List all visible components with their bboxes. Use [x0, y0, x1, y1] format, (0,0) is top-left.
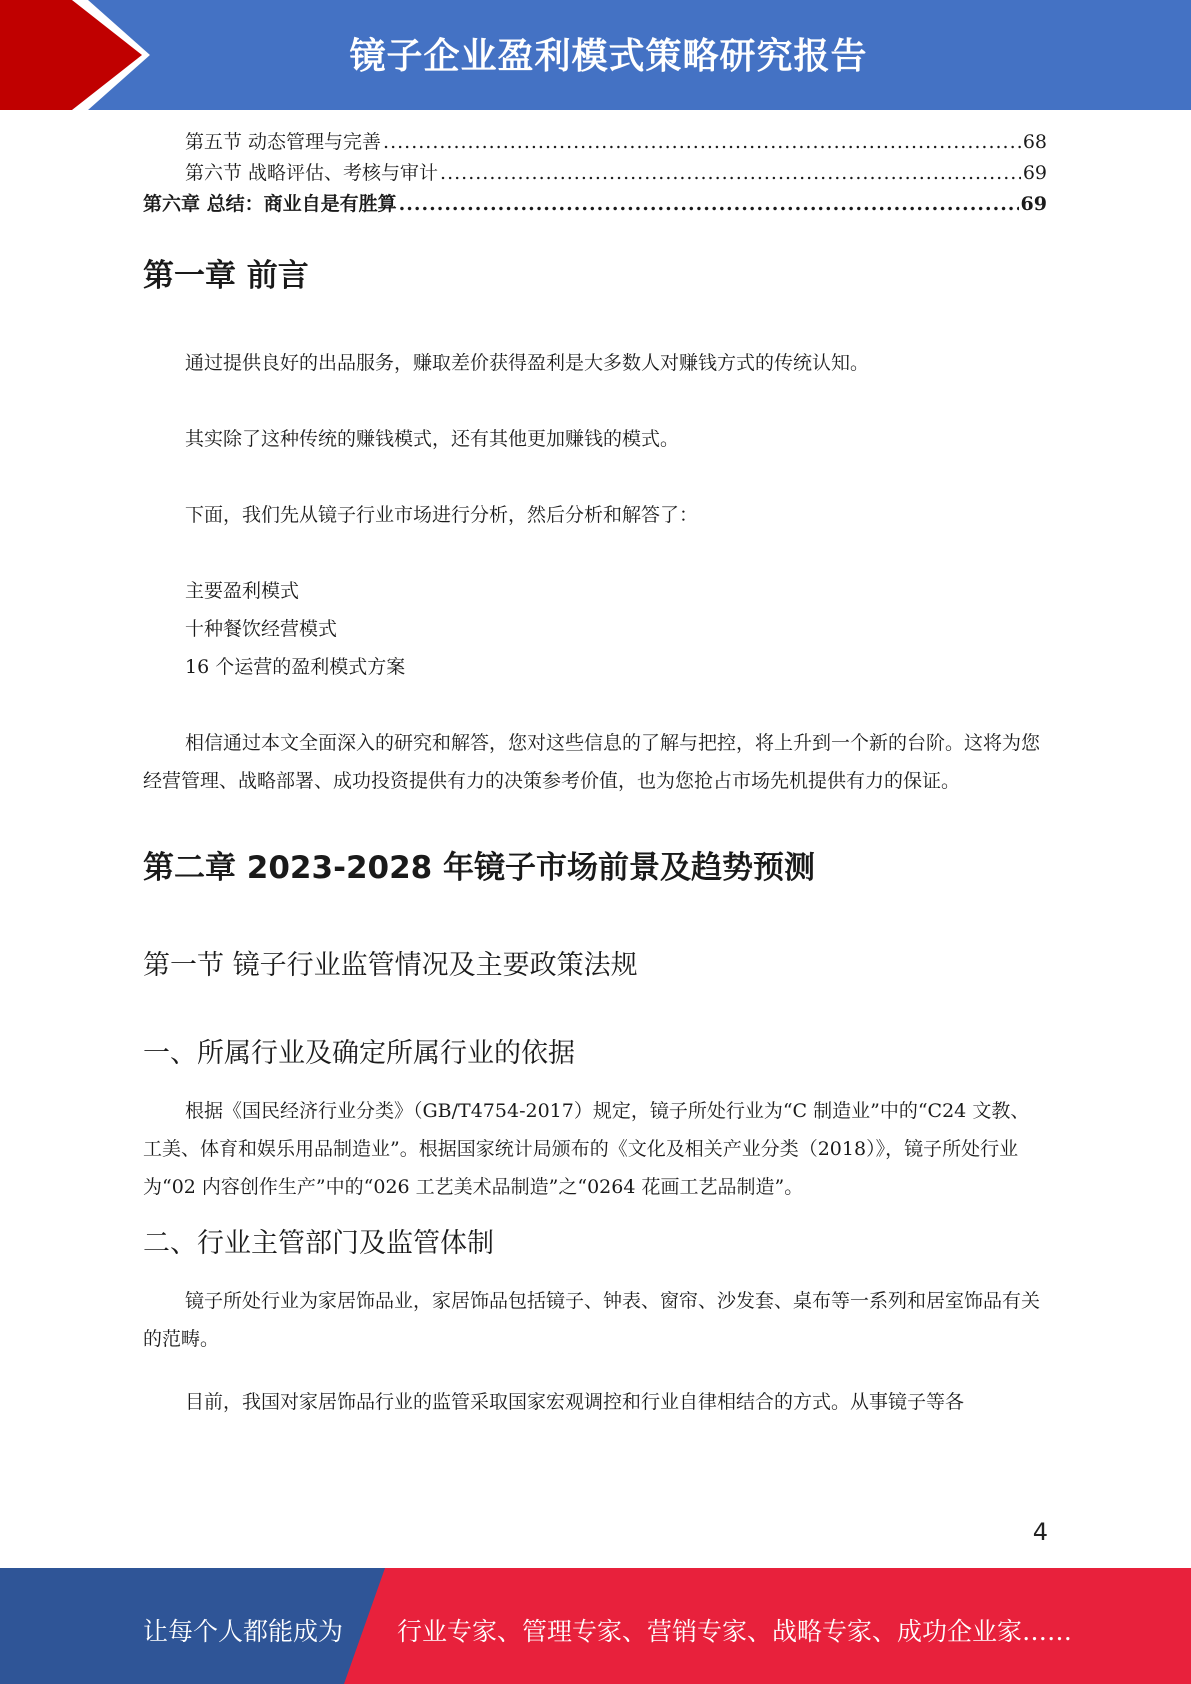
page-header [0, 0, 1191, 110]
footer-slogan-right: 行业专家、管理专家、营销专家、战略专家、成功企业家…… [397, 1617, 1073, 1646]
toc-entry-page: 69 [1020, 193, 1047, 215]
paragraph: 根据《国民经济行业分类》（GB/T4754-2017）规定，镜子所处行业为“C 制造业”中的“C24 文教、工美、体育和娱乐用品制造业”。根据国家统计局颁布的《文化及相关产业分类（2018）》，镜子所处行业为“02 内容创作生产”中的“026 工艺美术品制造”之“0264 花画工艺品制造”。 [143, 1100, 1030, 1198]
toc-entry-page: 69 [1022, 162, 1047, 184]
chapter2-heading: 第二章 2023-2028 年镜子市场前景及趋势预测 [143, 850, 816, 886]
toc-entry[interactable] [143, 158, 1047, 189]
toc-leader-dots [383, 127, 1021, 158]
list-item: 主要盈利模式 [185, 580, 300, 602]
toc-entry-title: 第六节 战略评估、考核与审计 [185, 162, 439, 184]
subsection-heading: 一、所属行业及确定所属行业的依据 [143, 1038, 575, 1069]
chapter1-heading: 第一章 前言 [143, 258, 309, 294]
page-number: 4 [1032, 1518, 1048, 1546]
toc-entry[interactable] [143, 189, 1047, 220]
toc-entry-page: 68 [1022, 131, 1047, 153]
toc-entry-title: 第六章 总结：商业自是有胜算 [143, 193, 397, 215]
subsection-heading: 二、行业主管部门及监管体制 [143, 1228, 494, 1259]
list [143, 572, 1047, 686]
page-footer [0, 1568, 1191, 1684]
toc-leader-dots [440, 158, 1021, 189]
table-of-contents [143, 127, 1047, 220]
section-heading: 第一节 镜子行业监管情况及主要政策法规 [143, 950, 638, 981]
paragraph: 其实除了这种传统的赚钱模式，还有其他更加赚钱的模式。 [185, 428, 680, 450]
toc-leader-dots [399, 189, 1019, 220]
footer-slogan-left: 让每个人都能成为 [143, 1617, 344, 1646]
toc-entry-title: 第五节 动态管理与完善 [185, 131, 382, 153]
paragraph: 相信通过本文全面深入的研究和解答，您对这些信息的了解与把控，将上升到一个新的台阶。这将为您经营管理、战略部署、成功投资提供有力的决策参考价值，也为您抢占市场先机提供有力的保证。 [143, 732, 1041, 792]
list-item: 16 个运营的盈利模式方案 [185, 656, 406, 678]
paragraph: 通过提供良好的出品服务，赚取差价获得盈利是大多数人对赚钱方式的传统认知。 [185, 352, 870, 374]
list-item: 十种餐饮经营模式 [185, 618, 338, 640]
paragraph: 目前，我国对家居饰品行业的监管采取国家宏观调控和行业自律相结合的方式。从事镜子等各 [185, 1391, 965, 1413]
report-title: 镜子企业盈利模式策略研究报告 [349, 36, 868, 77]
paragraph: 镜子所处行业为家居饰品业，家居饰品包括镜子、钟表、窗帘、沙发套、桌布等一系列和居室饰品有关的范畴。 [143, 1290, 1041, 1350]
paragraph: 下面，我们先从镜子行业市场进行分析，然后分析和解答了： [185, 504, 699, 526]
toc-entry[interactable] [143, 127, 1047, 158]
page-content [143, 127, 1047, 1421]
